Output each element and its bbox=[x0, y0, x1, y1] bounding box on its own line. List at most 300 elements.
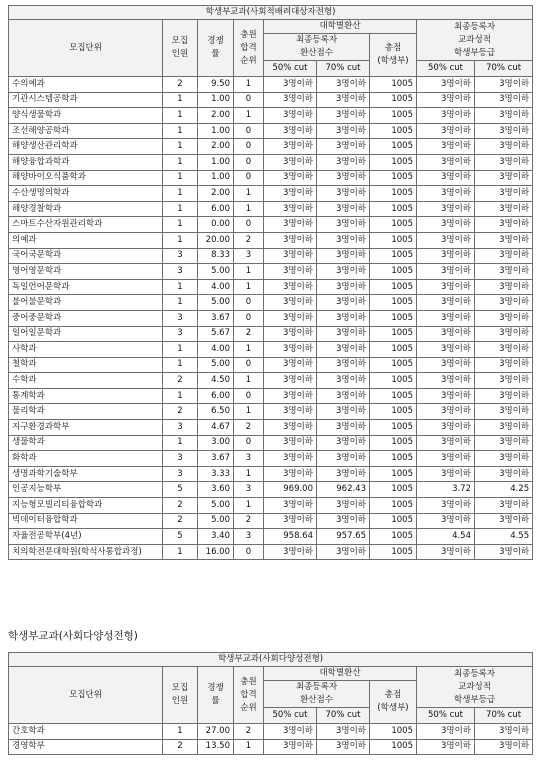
cell-conv-cut50: 3명이하 bbox=[264, 248, 317, 264]
col-header-grade-cut70: 70% cut bbox=[475, 708, 533, 724]
cell-grade-cut50: 3명이하 bbox=[417, 498, 475, 514]
cell-rank: 0 bbox=[234, 139, 264, 155]
cell-total: 1005 bbox=[370, 154, 417, 170]
cell-grade-cut50: 3명이하 bbox=[417, 310, 475, 326]
cell-seats: 2 bbox=[163, 77, 198, 93]
cell-conv-cut50: 3명이하 bbox=[264, 154, 317, 170]
cell-grade-cut70: 3명이하 bbox=[475, 466, 533, 482]
cell-unit: 자율전공학부(4년) bbox=[9, 529, 163, 545]
cell-conv-cut50: 3명이하 bbox=[264, 739, 317, 755]
cell-ratio: 5.67 bbox=[198, 326, 234, 342]
cell-grade-cut70: 3명이하 bbox=[475, 92, 533, 108]
cell-grade-cut70: 3명이하 bbox=[475, 77, 533, 93]
cell-conv-cut70: 3명이하 bbox=[317, 279, 370, 295]
table-row bbox=[9, 482, 533, 498]
cell-total: 1005 bbox=[370, 451, 417, 467]
cell-grade-cut70: 3명이하 bbox=[475, 123, 533, 139]
cell-seats: 1 bbox=[163, 544, 198, 560]
cell-seats: 2 bbox=[163, 498, 198, 514]
cell-conv-cut70: 3명이하 bbox=[317, 310, 370, 326]
table-body bbox=[9, 724, 533, 755]
cell-conv-cut50: 3명이하 bbox=[264, 186, 317, 202]
table-row bbox=[9, 724, 533, 740]
cell-conv-cut70: 3명이하 bbox=[317, 498, 370, 514]
cell-unit: 생물학과 bbox=[9, 435, 163, 451]
cell-rank: 1 bbox=[234, 373, 264, 389]
cell-total: 1005 bbox=[370, 482, 417, 498]
table-row bbox=[9, 451, 533, 467]
cell-grade-cut70: 3명이하 bbox=[475, 498, 533, 514]
cell-ratio: 3.67 bbox=[198, 451, 234, 467]
cell-total: 1005 bbox=[370, 201, 417, 217]
cell-rank: 1 bbox=[234, 739, 264, 755]
cell-conv-cut50: 3명이하 bbox=[264, 295, 317, 311]
col-header-grade-cut50: 50% cut bbox=[417, 708, 475, 724]
cell-seats: 1 bbox=[163, 123, 198, 139]
cell-grade-cut70: 3명이하 bbox=[475, 232, 533, 248]
cell-total: 1005 bbox=[370, 373, 417, 389]
cell-seats: 3 bbox=[163, 326, 198, 342]
cell-unit: 스마트수산자원관리학과 bbox=[9, 217, 163, 233]
cell-conv-cut70: 3명이하 bbox=[317, 77, 370, 93]
cell-grade-cut70: 3명이하 bbox=[475, 248, 533, 264]
col-header-unit: 모집단위 bbox=[9, 667, 163, 724]
cell-unit: 생명과학기술학부 bbox=[9, 466, 163, 482]
cell-unit: 해양융합과학과 bbox=[9, 154, 163, 170]
cell-conv-cut50: 3명이하 bbox=[264, 451, 317, 467]
cell-ratio: 27.00 bbox=[198, 724, 234, 740]
cell-conv-cut50: 3명이하 bbox=[264, 139, 317, 155]
table-row bbox=[9, 739, 533, 755]
cell-grade-cut70: 3명이하 bbox=[475, 154, 533, 170]
cell-total: 1005 bbox=[370, 513, 417, 529]
cell-grade-cut50: 3명이하 bbox=[417, 217, 475, 233]
table-row bbox=[9, 466, 533, 482]
cell-grade-cut70: 3명이하 bbox=[475, 186, 533, 202]
table-row bbox=[9, 279, 533, 295]
table-row bbox=[9, 326, 533, 342]
cell-grade-cut50: 3명이하 bbox=[417, 544, 475, 560]
table-row bbox=[9, 170, 533, 186]
cell-rank: 0 bbox=[234, 217, 264, 233]
cell-total: 1005 bbox=[370, 466, 417, 482]
cell-seats: 5 bbox=[163, 482, 198, 498]
cell-total: 1005 bbox=[370, 435, 417, 451]
col-header-final-grade: 최종등록자 교과성적 학생부등급 bbox=[417, 20, 533, 61]
cell-seats: 1 bbox=[163, 724, 198, 740]
cell-grade-cut50: 3명이하 bbox=[417, 154, 475, 170]
cell-conv-cut50: 3명이하 bbox=[264, 264, 317, 280]
cell-conv-cut50: 3명이하 bbox=[264, 217, 317, 233]
cell-ratio: 6.50 bbox=[198, 404, 234, 420]
table-row bbox=[9, 139, 533, 155]
cell-rank: 2 bbox=[234, 326, 264, 342]
cell-grade-cut50: 3명이하 bbox=[417, 435, 475, 451]
cell-seats: 3 bbox=[163, 466, 198, 482]
cell-grade-cut70: 3명이하 bbox=[475, 139, 533, 155]
cell-conv-cut70: 3명이하 bbox=[317, 201, 370, 217]
cell-rank: 0 bbox=[234, 544, 264, 560]
cell-grade-cut50: 3.72 bbox=[417, 482, 475, 498]
cell-conv-cut50: 3명이하 bbox=[264, 404, 317, 420]
cell-unit: 지구환경과학부 bbox=[9, 420, 163, 436]
cell-total: 1005 bbox=[370, 420, 417, 436]
cell-conv-cut70: 3명이하 bbox=[317, 326, 370, 342]
table-row bbox=[9, 544, 533, 560]
table-row bbox=[9, 108, 533, 124]
cell-conv-cut70: 3명이하 bbox=[317, 544, 370, 560]
cell-grade-cut70: 3명이하 bbox=[475, 435, 533, 451]
cell-grade-cut70: 3명이하 bbox=[475, 451, 533, 467]
cell-ratio: 2.00 bbox=[198, 139, 234, 155]
cell-grade-cut50: 3명이하 bbox=[417, 77, 475, 93]
admission-table-social-care bbox=[8, 5, 533, 560]
cell-total: 1005 bbox=[370, 186, 417, 202]
table-group-title: 학생부교과(사회적배려대상자전형) bbox=[9, 6, 533, 20]
cell-total: 1005 bbox=[370, 92, 417, 108]
col-header-univ-conv: 대학별환산 bbox=[264, 20, 417, 34]
table-row bbox=[9, 310, 533, 326]
cell-unit: 인공지능학부 bbox=[9, 482, 163, 498]
cell-conv-cut50: 3명이하 bbox=[264, 466, 317, 482]
cell-conv-cut70: 3명이하 bbox=[317, 388, 370, 404]
col-header-seats: 모집 인원 bbox=[163, 667, 198, 724]
cell-ratio: 1.00 bbox=[198, 92, 234, 108]
cell-ratio: 4.67 bbox=[198, 420, 234, 436]
cell-conv-cut50: 3명이하 bbox=[264, 92, 317, 108]
cell-grade-cut70: 3명이하 bbox=[475, 279, 533, 295]
cell-conv-cut50: 3명이하 bbox=[264, 373, 317, 389]
cell-seats: 1 bbox=[163, 139, 198, 155]
cell-unit: 중어중문학과 bbox=[9, 310, 163, 326]
cell-conv-cut50: 3명이하 bbox=[264, 279, 317, 295]
cell-rank: 0 bbox=[234, 170, 264, 186]
cell-conv-cut50: 3명이하 bbox=[264, 326, 317, 342]
cell-seats: 2 bbox=[163, 513, 198, 529]
cell-ratio: 4.50 bbox=[198, 373, 234, 389]
cell-grade-cut50: 3명이하 bbox=[417, 232, 475, 248]
cell-grade-cut70: 3명이하 bbox=[475, 170, 533, 186]
cell-rank: 1 bbox=[234, 404, 264, 420]
table-row bbox=[9, 217, 533, 233]
cell-conv-cut50: 3명이하 bbox=[264, 123, 317, 139]
cell-total: 1005 bbox=[370, 279, 417, 295]
cell-grade-cut70: 3명이하 bbox=[475, 201, 533, 217]
cell-unit: 기관시스템공학과 bbox=[9, 92, 163, 108]
cell-seats: 1 bbox=[163, 217, 198, 233]
cell-rank: 3 bbox=[234, 451, 264, 467]
cell-unit: 경영학부 bbox=[9, 739, 163, 755]
cell-grade-cut50: 3명이하 bbox=[417, 108, 475, 124]
cell-seats: 1 bbox=[163, 295, 198, 311]
cell-rank: 1 bbox=[234, 201, 264, 217]
cell-conv-cut50: 3명이하 bbox=[264, 420, 317, 436]
col-header-grade-cut70: 70% cut bbox=[475, 61, 533, 77]
cell-conv-cut70: 3명이하 bbox=[317, 295, 370, 311]
cell-seats: 1 bbox=[163, 186, 198, 202]
table-row bbox=[9, 264, 533, 280]
col-header-total: 총점 (학생부) bbox=[370, 34, 417, 77]
cell-ratio: 13.50 bbox=[198, 739, 234, 755]
table-row bbox=[9, 404, 533, 420]
table-row bbox=[9, 77, 533, 93]
cell-conv-cut70: 3명이하 bbox=[317, 435, 370, 451]
table-row bbox=[9, 513, 533, 529]
cell-seats: 3 bbox=[163, 451, 198, 467]
cell-grade-cut50: 3명이하 bbox=[417, 186, 475, 202]
cell-conv-cut70: 3명이하 bbox=[317, 357, 370, 373]
cell-ratio: 2.00 bbox=[198, 108, 234, 124]
col-header-ratio: 경쟁 률 bbox=[198, 20, 234, 77]
cell-grade-cut50: 3명이하 bbox=[417, 123, 475, 139]
cell-conv-cut70: 3명이하 bbox=[317, 404, 370, 420]
cell-grade-cut70: 3명이하 bbox=[475, 357, 533, 373]
cell-grade-cut70: 3명이하 bbox=[475, 108, 533, 124]
cell-total: 1005 bbox=[370, 248, 417, 264]
cell-rank: 1 bbox=[234, 279, 264, 295]
cell-grade-cut70: 3명이하 bbox=[475, 513, 533, 529]
cell-total: 1005 bbox=[370, 123, 417, 139]
cell-conv-cut70: 957.65 bbox=[317, 529, 370, 545]
cell-unit: 국어국문학과 bbox=[9, 248, 163, 264]
table-row bbox=[9, 373, 533, 389]
cell-seats: 2 bbox=[163, 739, 198, 755]
cell-rank: 1 bbox=[234, 186, 264, 202]
table-row bbox=[9, 529, 533, 545]
cell-total: 1005 bbox=[370, 310, 417, 326]
cell-grade-cut70: 4.55 bbox=[475, 529, 533, 545]
cell-seats: 3 bbox=[163, 310, 198, 326]
col-header-conv-cut50: 50% cut bbox=[264, 61, 317, 77]
cell-total: 1005 bbox=[370, 217, 417, 233]
cell-unit: 화학과 bbox=[9, 451, 163, 467]
table-row bbox=[9, 357, 533, 373]
cell-total: 1005 bbox=[370, 724, 417, 740]
cell-ratio: 16.00 bbox=[198, 544, 234, 560]
cell-total: 1005 bbox=[370, 357, 417, 373]
cell-conv-cut50: 3명이하 bbox=[264, 201, 317, 217]
cell-conv-cut50: 969.00 bbox=[264, 482, 317, 498]
cell-rank: 0 bbox=[234, 123, 264, 139]
cell-conv-cut70: 3명이하 bbox=[317, 373, 370, 389]
cell-grade-cut70: 3명이하 bbox=[475, 342, 533, 358]
table-row bbox=[9, 498, 533, 514]
cell-total: 1005 bbox=[370, 232, 417, 248]
cell-grade-cut70: 3명이하 bbox=[475, 373, 533, 389]
cell-grade-cut50: 3명이하 bbox=[417, 388, 475, 404]
cell-rank: 0 bbox=[234, 435, 264, 451]
cell-total: 1005 bbox=[370, 170, 417, 186]
cell-conv-cut50: 3명이하 bbox=[264, 544, 317, 560]
cell-unit: 일어일문학과 bbox=[9, 326, 163, 342]
cell-total: 1005 bbox=[370, 77, 417, 93]
cell-grade-cut50: 3명이하 bbox=[417, 264, 475, 280]
cell-rank: 0 bbox=[234, 310, 264, 326]
cell-unit: 물리학과 bbox=[9, 404, 163, 420]
table-row bbox=[9, 388, 533, 404]
cell-total: 1005 bbox=[370, 388, 417, 404]
cell-ratio: 2.00 bbox=[198, 186, 234, 202]
cell-unit: 해양바이오식품학과 bbox=[9, 170, 163, 186]
cell-unit: 수의예과 bbox=[9, 77, 163, 93]
cell-ratio: 3.33 bbox=[198, 466, 234, 482]
cell-ratio: 3.67 bbox=[198, 310, 234, 326]
cell-unit: 의예과 bbox=[9, 232, 163, 248]
cell-unit: 빅데이터융합학과 bbox=[9, 513, 163, 529]
cell-rank: 2 bbox=[234, 724, 264, 740]
cell-ratio: 6.00 bbox=[198, 201, 234, 217]
cell-seats: 1 bbox=[163, 388, 198, 404]
cell-grade-cut50: 3명이하 bbox=[417, 513, 475, 529]
cell-conv-cut50: 3명이하 bbox=[264, 310, 317, 326]
cell-grade-cut70: 3명이하 bbox=[475, 420, 533, 436]
cell-unit: 해양경찰학과 bbox=[9, 201, 163, 217]
cell-conv-cut50: 3명이하 bbox=[264, 170, 317, 186]
cell-conv-cut50: 3명이하 bbox=[264, 77, 317, 93]
cell-seats: 1 bbox=[163, 170, 198, 186]
cell-conv-cut50: 3명이하 bbox=[264, 342, 317, 358]
cell-conv-cut50: 3명이하 bbox=[264, 232, 317, 248]
cell-unit: 불어불문학과 bbox=[9, 295, 163, 311]
cell-rank: 1 bbox=[234, 264, 264, 280]
cell-rank: 1 bbox=[234, 108, 264, 124]
cell-ratio: 1.00 bbox=[198, 170, 234, 186]
cell-rank: 0 bbox=[234, 154, 264, 170]
cell-grade-cut50: 3명이하 bbox=[417, 295, 475, 311]
cell-rank: 2 bbox=[234, 420, 264, 436]
col-header-seats: 모집 인원 bbox=[163, 20, 198, 77]
cell-grade-cut50: 3명이하 bbox=[417, 326, 475, 342]
cell-unit: 영어영문학과 bbox=[9, 264, 163, 280]
cell-conv-cut50: 3명이하 bbox=[264, 724, 317, 740]
cell-conv-cut70: 3명이하 bbox=[317, 217, 370, 233]
col-header-final-conv: 최종등록자 환산점수 bbox=[264, 681, 370, 708]
cell-ratio: 5.00 bbox=[198, 513, 234, 529]
cell-ratio: 1.00 bbox=[198, 123, 234, 139]
cell-conv-cut70: 3명이하 bbox=[317, 513, 370, 529]
cell-total: 1005 bbox=[370, 739, 417, 755]
cell-conv-cut70: 3명이하 bbox=[317, 420, 370, 436]
cell-unit: 해양생산관리학과 bbox=[9, 139, 163, 155]
table-row bbox=[9, 420, 533, 436]
cell-grade-cut50: 3명이하 bbox=[417, 404, 475, 420]
cell-conv-cut70: 3명이하 bbox=[317, 186, 370, 202]
cell-conv-cut70: 3명이하 bbox=[317, 466, 370, 482]
cell-unit: 치의학전문대학원(학석사통합과정) bbox=[9, 544, 163, 560]
cell-ratio: 20.00 bbox=[198, 232, 234, 248]
cell-total: 1005 bbox=[370, 544, 417, 560]
cell-conv-cut70: 3명이하 bbox=[317, 724, 370, 740]
cell-seats: 1 bbox=[163, 342, 198, 358]
cell-unit: 조선해양공학과 bbox=[9, 123, 163, 139]
cell-grade-cut70: 4.25 bbox=[475, 482, 533, 498]
table-body bbox=[9, 77, 533, 560]
col-header-final-conv: 최종등록자 환산점수 bbox=[264, 34, 370, 61]
table-row bbox=[9, 435, 533, 451]
cell-rank: 1 bbox=[234, 466, 264, 482]
cell-seats: 5 bbox=[163, 529, 198, 545]
admission-table-social-diversity bbox=[8, 652, 533, 755]
cell-ratio: 3.40 bbox=[198, 529, 234, 545]
cell-ratio: 5.00 bbox=[198, 357, 234, 373]
col-header-unit: 모집단위 bbox=[9, 20, 163, 77]
cell-conv-cut70: 3명이하 bbox=[317, 739, 370, 755]
table-row bbox=[9, 92, 533, 108]
cell-conv-cut70: 3명이하 bbox=[317, 123, 370, 139]
cell-unit: 철학과 bbox=[9, 357, 163, 373]
cell-conv-cut50: 3명이하 bbox=[264, 513, 317, 529]
cell-conv-cut70: 3명이하 bbox=[317, 248, 370, 264]
cell-grade-cut50: 3명이하 bbox=[417, 357, 475, 373]
table-row bbox=[9, 201, 533, 217]
cell-grade-cut50: 3명이하 bbox=[417, 739, 475, 755]
cell-total: 1005 bbox=[370, 498, 417, 514]
cell-total: 1005 bbox=[370, 295, 417, 311]
cell-rank: 2 bbox=[234, 232, 264, 248]
cell-conv-cut50: 3명이하 bbox=[264, 388, 317, 404]
cell-grade-cut50: 3명이하 bbox=[417, 420, 475, 436]
col-header-conv-cut70: 70% cut bbox=[317, 61, 370, 77]
table-row bbox=[9, 248, 533, 264]
col-header-final-grade: 최종등록자 교과성적 학생부등급 bbox=[417, 667, 533, 708]
cell-grade-cut70: 3명이하 bbox=[475, 404, 533, 420]
cell-unit: 수산생명의학과 bbox=[9, 186, 163, 202]
cell-conv-cut70: 3명이하 bbox=[317, 170, 370, 186]
cell-conv-cut70: 3명이하 bbox=[317, 108, 370, 124]
cell-conv-cut70: 3명이하 bbox=[317, 92, 370, 108]
cell-rank: 0 bbox=[234, 92, 264, 108]
cell-grade-cut50: 3명이하 bbox=[417, 248, 475, 264]
table-row bbox=[9, 154, 533, 170]
cell-rank: 1 bbox=[234, 77, 264, 93]
cell-grade-cut70: 3명이하 bbox=[475, 310, 533, 326]
cell-unit: 사학과 bbox=[9, 342, 163, 358]
cell-grade-cut50: 3명이하 bbox=[417, 170, 475, 186]
cell-rank: 0 bbox=[234, 295, 264, 311]
col-header-grade-cut50: 50% cut bbox=[417, 61, 475, 77]
cell-seats: 3 bbox=[163, 264, 198, 280]
cell-rank: 0 bbox=[234, 357, 264, 373]
cell-ratio: 6.00 bbox=[198, 388, 234, 404]
cell-ratio: 5.00 bbox=[198, 498, 234, 514]
cell-unit: 양식생물학과 bbox=[9, 108, 163, 124]
cell-conv-cut50: 958.64 bbox=[264, 529, 317, 545]
table-row bbox=[9, 295, 533, 311]
cell-rank: 3 bbox=[234, 248, 264, 264]
cell-seats: 3 bbox=[163, 248, 198, 264]
cell-rank: 1 bbox=[234, 342, 264, 358]
cell-ratio: 5.00 bbox=[198, 295, 234, 311]
cell-rank: 2 bbox=[234, 513, 264, 529]
cell-total: 1005 bbox=[370, 108, 417, 124]
cell-grade-cut50: 3명이하 bbox=[417, 92, 475, 108]
cell-grade-cut50: 3명이하 bbox=[417, 451, 475, 467]
table-row bbox=[9, 123, 533, 139]
cell-unit: 통계학과 bbox=[9, 388, 163, 404]
col-header-total: 총점 (학생부) bbox=[370, 681, 417, 724]
cell-ratio: 9.50 bbox=[198, 77, 234, 93]
cell-ratio: 4.00 bbox=[198, 279, 234, 295]
cell-seats: 1 bbox=[163, 435, 198, 451]
cell-seats: 1 bbox=[163, 279, 198, 295]
cell-conv-cut70: 3명이하 bbox=[317, 342, 370, 358]
cell-grade-cut70: 3명이하 bbox=[475, 295, 533, 311]
cell-conv-cut70: 3명이하 bbox=[317, 264, 370, 280]
cell-grade-cut50: 3명이하 bbox=[417, 139, 475, 155]
cell-grade-cut50: 3명이하 bbox=[417, 201, 475, 217]
cell-grade-cut70: 3명이하 bbox=[475, 326, 533, 342]
cell-seats: 1 bbox=[163, 154, 198, 170]
